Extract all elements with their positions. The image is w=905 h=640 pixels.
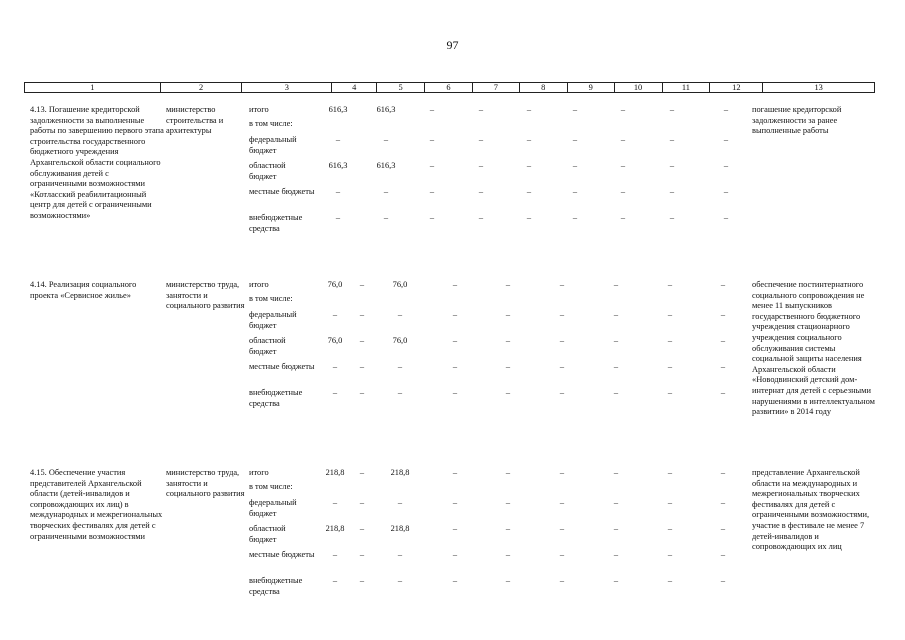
value-cell-v10: – [613, 498, 619, 507]
value-cell-v12: – [720, 468, 726, 477]
value-cell-v6: 218,8 [390, 468, 410, 477]
funding-source-label: федеральный бюджет [249, 310, 297, 330]
value-cell-v9: – [559, 336, 565, 345]
value-cell-v7: – [452, 388, 458, 397]
measure-description: 4.14. Реализация социального проекта «Сервисное жилье» [30, 280, 137, 300]
value-cell-v5: – [359, 336, 365, 345]
value-cell-v9: – [559, 524, 565, 533]
value-cell-v5: – [383, 135, 389, 144]
value-cell-v7: – [452, 576, 458, 585]
value-cell-v11: – [667, 280, 673, 289]
value-cell-v5: – [359, 524, 365, 533]
value-cell-v12: – [723, 213, 729, 222]
value-cell-v5: 616,3 [376, 105, 396, 114]
value-cell-v9: – [572, 135, 578, 144]
value-cell-v11: – [667, 362, 673, 371]
value-cell-v10: – [613, 388, 619, 397]
value-cell-v7: – [452, 524, 458, 533]
header-col-1: 1 [90, 83, 95, 92]
value-cell-v5: – [359, 362, 365, 371]
value-cell-v12: – [723, 135, 729, 144]
executor: министерство труда, занятости и социального развития [166, 468, 245, 499]
value-cell-v4: 218,8 [325, 524, 345, 533]
value-cell-v10: – [613, 576, 619, 585]
value-cell-v7: – [452, 362, 458, 371]
value-cell-v8: – [505, 550, 511, 559]
page-number: 97 [446, 38, 459, 52]
value-cell-v5: – [359, 280, 365, 289]
value-cell-v7: – [478, 187, 484, 196]
value-cell-v8: – [526, 187, 532, 196]
value-cell-v12: – [723, 161, 729, 170]
value-cell-v10: – [613, 468, 619, 477]
header-col-5: 5 [376, 83, 424, 92]
value-cell-v10: – [613, 336, 619, 345]
funding-source-label: внебюджетные средства [249, 388, 303, 408]
executor: министерство строительства и архитектуры [166, 105, 224, 136]
value-cell-v11: – [667, 310, 673, 319]
value-cell-v8: – [505, 468, 511, 477]
value-cell-v5: 616,3 [376, 161, 396, 170]
value-cell-v9: – [559, 576, 565, 585]
value-cell-v8: – [505, 576, 511, 585]
value-cell-v4: – [332, 550, 338, 559]
value-cell-v12: – [720, 498, 726, 507]
header-col-13: 13 [762, 83, 874, 92]
value-cell-v7: – [452, 468, 458, 477]
executor: министерство труда, занятости и социального развития [166, 280, 245, 311]
value-cell-v11: – [667, 498, 673, 507]
value-cell-v8: – [505, 362, 511, 371]
funding-source-label: внебюджетные средства [249, 576, 303, 596]
value-cell-v9: – [572, 161, 578, 170]
value-cell-v6: – [429, 135, 435, 144]
header-col-7: 7 [472, 83, 519, 92]
funding-source-label: федеральный бюджет [249, 498, 297, 518]
value-cell-v12: – [723, 105, 729, 114]
value-cell-v7: – [452, 550, 458, 559]
value-cell-v11: – [667, 550, 673, 559]
value-cell-v6: – [397, 498, 403, 507]
value-cell-v10: – [620, 161, 626, 170]
value-cell-v7: – [478, 213, 484, 222]
value-cell-v4: – [332, 498, 338, 507]
expected-result: погашение кредиторской задолженности за ранее выполненные работы [752, 105, 842, 136]
expected-result: обеспечение постинтернатного социального сопровождения не менее 11 выпускников государственного бюджетного учреждения стационарного учреждения социального обслуживания системы социальной защиты населения Архангельской области «Новодвинский детский дом-интернат для детей с серьезными нарушениями в интеллектуальном развитии» в 2014 году [752, 280, 875, 417]
value-cell-v11: – [669, 213, 675, 222]
value-cell-v10: – [613, 310, 619, 319]
value-cell-v6: 76,0 [392, 280, 408, 289]
funding-source-label: внебюджетные средства [249, 213, 303, 233]
value-cell-v8: – [505, 336, 511, 345]
funding-source-label: областной бюджет [249, 524, 286, 544]
measure-description: 4.15. Обеспечение участия представителей Архангельской области (детей-инвалидов и сопровождающих их лиц) в международных и межрегиональных творческих фестивалях для детей с ограниченными возможностями [30, 468, 163, 541]
value-cell-v9: – [559, 388, 565, 397]
value-cell-v12: – [720, 280, 726, 289]
value-cell-v6: – [397, 362, 403, 371]
value-cell-v6: – [397, 310, 403, 319]
value-cell-v11: – [669, 161, 675, 170]
value-cell-v12: – [720, 550, 726, 559]
table-header [24, 82, 875, 93]
funding-source-label: в том числе: [249, 119, 293, 128]
value-cell-v6: – [397, 388, 403, 397]
value-cell-v4: 76,0 [327, 280, 343, 289]
value-cell-v4: – [335, 213, 341, 222]
header-col-2: 2 [160, 83, 242, 92]
value-cell-v7: – [478, 105, 484, 114]
funding-source-label: областной бюджет [249, 161, 286, 181]
value-cell-v5: – [383, 213, 389, 222]
value-cell-v7: – [452, 336, 458, 345]
value-cell-v10: – [620, 105, 626, 114]
value-cell-v10: – [613, 524, 619, 533]
funding-source-label: местные бюджеты [249, 362, 315, 371]
value-cell-v6: – [397, 550, 403, 559]
value-cell-v8: – [505, 498, 511, 507]
value-cell-v9: – [559, 550, 565, 559]
value-cell-v7: – [452, 310, 458, 319]
header-col-4: 4 [331, 83, 376, 92]
value-cell-v11: – [667, 468, 673, 477]
value-cell-v6: 218,8 [390, 524, 410, 533]
value-cell-v5: – [359, 498, 365, 507]
value-cell-v9: – [559, 498, 565, 507]
value-cell-v7: – [478, 161, 484, 170]
value-cell-v5: – [383, 187, 389, 196]
value-cell-v5: – [359, 550, 365, 559]
value-cell-v10: – [620, 213, 626, 222]
value-cell-v4: – [332, 362, 338, 371]
value-cell-v8: – [505, 280, 511, 289]
value-cell-v5: – [359, 388, 365, 397]
funding-source-label: местные бюджеты [249, 187, 315, 196]
header-col-10: 10 [614, 83, 662, 92]
funding-source-label: федеральный бюджет [249, 135, 297, 155]
value-cell-v4: – [335, 135, 341, 144]
value-cell-v4: 616,3 [328, 105, 348, 114]
value-cell-v8: – [526, 135, 532, 144]
funding-source-label: в том числе: [249, 294, 293, 303]
header-col-9: 9 [567, 83, 614, 92]
value-cell-v6: – [429, 213, 435, 222]
header-col-6: 6 [424, 83, 472, 92]
value-cell-v6: – [429, 105, 435, 114]
value-cell-v9: – [559, 280, 565, 289]
funding-source-label: местные бюджеты [249, 550, 315, 559]
header-col-12: 12 [709, 83, 762, 92]
value-cell-v11: – [667, 576, 673, 585]
funding-source-label: итого [249, 280, 269, 289]
value-cell-v4: 616,3 [328, 161, 348, 170]
value-cell-v7: – [452, 280, 458, 289]
value-cell-v12: – [720, 524, 726, 533]
value-cell-v6: – [429, 187, 435, 196]
value-cell-v11: – [669, 187, 675, 196]
value-cell-v6: 76,0 [392, 336, 408, 345]
value-cell-v12: – [720, 388, 726, 397]
value-cell-v6: – [429, 161, 435, 170]
value-cell-v8: – [526, 105, 532, 114]
expected-result: представление Архангельской области на международных и межрегиональных творческих фестивалях для детей с ограниченными возможностями, участие в фестивале не менее 7 детей-инвалидов и сопровождающих их лиц [752, 468, 870, 552]
funding-source-label: итого [249, 105, 269, 114]
value-cell-v5: – [359, 468, 365, 477]
measure-description: 4.13. Погашение кредиторской задолженности за выполненные работы по завершению первого этапа строительства государственного бюджетного учреждения Архангельской области социального обслуживания детей с ограниченными возможностями «Котласский реабилитационный центр для детей с ограниченными возможностями» [30, 105, 164, 220]
value-cell-v12: – [720, 576, 726, 585]
value-cell-v12: – [720, 362, 726, 371]
value-cell-v7: – [452, 498, 458, 507]
value-cell-v5: – [359, 310, 365, 319]
funding-source-label: в том числе: [249, 482, 293, 491]
value-cell-v10: – [613, 550, 619, 559]
value-cell-v9: – [559, 310, 565, 319]
value-cell-v12: – [720, 310, 726, 319]
value-cell-v4: 76,0 [327, 336, 343, 345]
value-cell-v6: – [397, 576, 403, 585]
value-cell-v9: – [559, 362, 565, 371]
value-cell-v10: – [613, 280, 619, 289]
value-cell-v10: – [620, 135, 626, 144]
value-cell-v9: – [572, 187, 578, 196]
value-cell-v8: – [505, 524, 511, 533]
value-cell-v8: – [505, 388, 511, 397]
header-col-11: 11 [662, 83, 710, 92]
value-cell-v10: – [620, 187, 626, 196]
value-cell-v4: – [332, 388, 338, 397]
value-cell-v8: – [505, 310, 511, 319]
value-cell-v11: – [667, 524, 673, 533]
value-cell-v11: – [669, 135, 675, 144]
header-col-3: 3 [241, 83, 331, 92]
value-cell-v4: 218,8 [325, 468, 345, 477]
value-cell-v11: – [669, 105, 675, 114]
value-cell-v4: – [332, 576, 338, 585]
value-cell-v11: – [667, 388, 673, 397]
value-cell-v9: – [559, 468, 565, 477]
value-cell-v12: – [723, 187, 729, 196]
value-cell-v9: – [572, 105, 578, 114]
value-cell-v9: – [572, 213, 578, 222]
header-col-8: 8 [519, 83, 567, 92]
value-cell-v5: – [359, 576, 365, 585]
funding-source-label: итого [249, 468, 269, 477]
value-cell-v10: – [613, 362, 619, 371]
value-cell-v8: – [526, 161, 532, 170]
value-cell-v12: – [720, 336, 726, 345]
value-cell-v8: – [526, 213, 532, 222]
value-cell-v11: – [667, 336, 673, 345]
value-cell-v4: – [335, 187, 341, 196]
value-cell-v4: – [332, 310, 338, 319]
funding-source-label: областной бюджет [249, 336, 286, 356]
value-cell-v7: – [478, 135, 484, 144]
